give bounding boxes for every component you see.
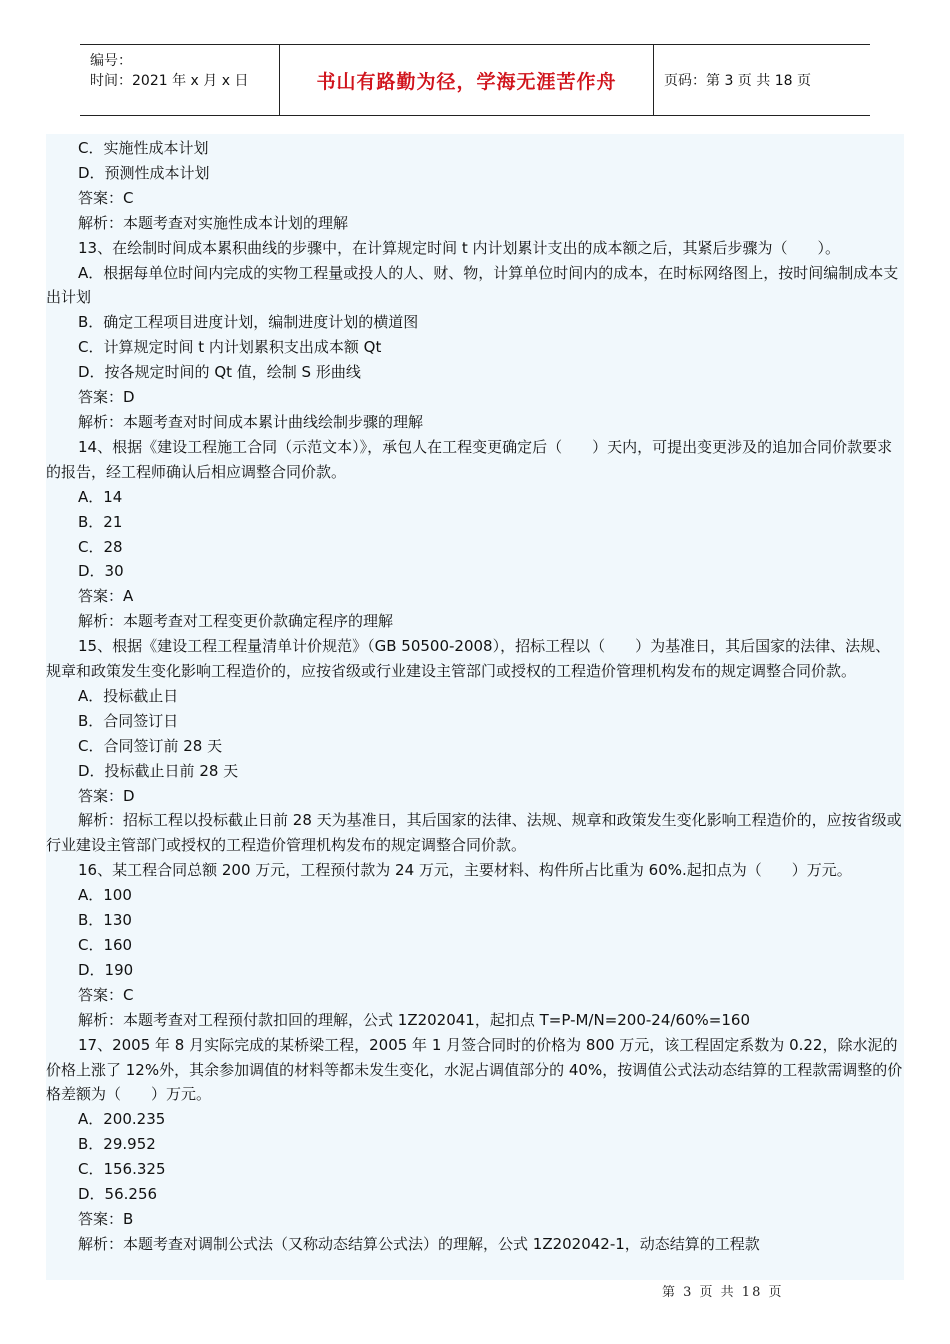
text-line: 答案：A — [78, 587, 134, 606]
text-line: B．130 — [78, 911, 132, 930]
question-14: 14、根据《建设工程施工合同（示范文本）》，承包人在工程变更确定后（ ）天内，可提出变更涉及的追加合同价款要求的报告，经工程师确认后相应调整合同价款。 — [46, 437, 893, 481]
header-motto: 书山有路勤为径，学海无涯苦作舟 — [280, 45, 654, 115]
text-line: A．根据每单位时间内完成的实物工程量或投人的人、财、物，计算单位时间内的成本，在时标网络图上，按时间编制成本支出计划 — [46, 263, 899, 307]
text-line: B．合同签订日 — [78, 711, 179, 730]
text-line: D．30 — [78, 562, 124, 581]
page-header — [80, 44, 870, 116]
text-line: D．投标截止日前 28 天 — [78, 761, 239, 780]
text-line: A．14 — [78, 487, 123, 506]
text-line: C．160 — [78, 936, 133, 954]
text-line: C．计算规定时间 t 内计划累积支出成本额 Qt — [78, 338, 382, 357]
text-line: C．28 — [78, 537, 123, 556]
text-line: 答案：C — [78, 188, 134, 207]
question-17: 17、2005 年 8 月实际完成的某桥梁工程，2005 年 1 月签合同时的价格为 800 万元，该工程固定系数为 0.22，除水泥的价格上涨了 12%外，其余参加调值的材料等都未发生变化，水泥占调值部分的 40%，按调值公式法动态结算的工程款需调整的价格差额为（ ）万元。 — [46, 1035, 903, 1104]
text-line: B．确定工程项目进度计划，编制进度计划的横道图 — [78, 313, 419, 332]
text-line: B．21 — [78, 512, 123, 531]
question-13: 13、在绘制时间成本累积曲线的步骤中，在计算规定时间 t 内计划累计支出的成本额之后，其紧后步骤为（ ）。 — [78, 238, 841, 257]
question-16: 16、某工程合同总额 200 万元，工程预付款为 24 万元，主要材料、构件所占比重为 60%.起扣点为（ ）万元。 — [78, 861, 852, 880]
document-body — [46, 134, 904, 1280]
text-line: C．合同签订前 28 天 — [78, 736, 223, 755]
text-line: A．200.235 — [78, 1110, 166, 1129]
text-line: D．按各规定时间的 Qt 值，绘制 S 形曲线 — [78, 363, 361, 382]
text-line: C．实施性成本计划 — [78, 139, 209, 157]
header-meta — [80, 45, 280, 115]
text-line: 答案：C — [78, 985, 134, 1004]
document-date: 时间：2021 年 x 月 x 日 — [90, 73, 249, 89]
text-line: 解析：本题考查对工程预付款扣回的理解，公式 1Z202041，起扣点 T=P-M/N=200-24/60%=160 — [78, 1010, 750, 1029]
text-line: 解析：本题考查对时间成本累计曲线绘制步骤的理解 — [78, 412, 424, 431]
text-line: 解析：本题考查对工程变更价款确定程序的理解 — [78, 612, 394, 631]
text-line: D．56.256 — [78, 1185, 158, 1204]
text-line: 答案：D — [78, 786, 135, 805]
text-line: A．100 — [78, 886, 132, 905]
text-line: 答案：B — [78, 1209, 134, 1228]
question-15: 15、根据《建设工程工程量清单计价规范》（GB 50500-2008），招标工程以（ ）为基准日，其后国家的法律、法规、规章和政策发生变化影响工程造价的，应按省级或行业建设主管部门或授权的工程造价管理机构发布的规定调整合同价款。 — [46, 637, 891, 681]
header-page-number: 页码：第 3 页 共 18 页 — [664, 73, 811, 89]
text-line: 解析：本题考查对实施性成本计划的理解 — [78, 213, 349, 232]
text-line: 解析：本题考查对调制公式法（又称动态结算公式法）的理解，公式 1Z202042-1，动态结算的工程款 — [78, 1234, 760, 1253]
text-line: D．预测性成本计划 — [78, 163, 210, 182]
text-line: C．156.325 — [78, 1160, 166, 1179]
text-line: A．投标截止日 — [78, 686, 179, 705]
text-line: B．29.952 — [78, 1135, 156, 1154]
document-number-label: 编号： — [90, 53, 132, 69]
page-footer: 第 3 页 共 18 页 — [662, 1285, 784, 1300]
text-line: 解析：招标工程以投标截止日前 28 天为基准日，其后国家的法律、法规、规章和政策发生变化影响工程造价的，应按省级或行业建设主管部门或授权的工程造价管理机构发布的规定调整合同价款。 — [46, 811, 902, 855]
text-line: 答案：D — [78, 388, 135, 407]
text-line: D．190 — [78, 960, 134, 979]
